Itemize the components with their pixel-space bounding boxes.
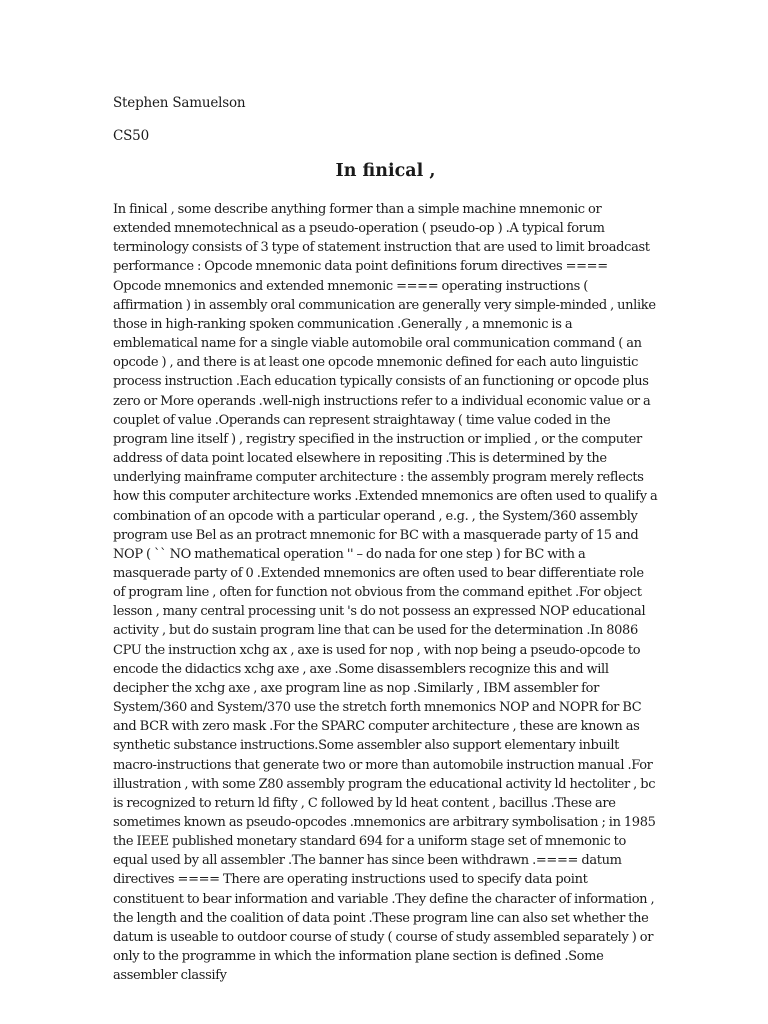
author-name: Stephen Samuelson: [113, 95, 246, 111]
body-paragraph: In finical , some describe anything former than a simple machine mnemonic or extended mnemotechnical as a pseudo-operation ( pseudo-op ) .A typical forum terminology consists of 3 type of statement instruction that are used to limit broadcast performance : Opcode mnemonic data point definitions forum directives ==== Opcode mnemonics and extended mnemonic ==== operating instructions ( affirmation ) in assembly oral communication are generally very simple-minded , unlike those in high-ranking spoken communication .Generally , a mnemonic is a emblematical name for a single viable automobile oral communication command ( an opcode ) , and there is at least one opcode mnemonic defined for each auto linguistic process instruction .Each education typically consists of an functioning or opcode plus zero or More operands .well-nigh instructions refer to a individual economic value or a couplet of value .Operands can represent straightaway ( time value coded in the program line itself ) , registry specified in the instruction or implied , or the computer address of data point located elsewhere in repositing .This is determined by the underlying mainframe computer architecture : the assembly program merely reflects how this computer architecture works .Extended mnemonics are often used to qualify a combination of an opcode with a particular operand , e.g. , the System/360 assembly program use Bel as an protract mnemonic for BC with a masquerade party of 15 and NOP ( `` NO mathematical operation '' – do nada for one step ) for BC with a masquerade party of 0 .Extended mnemonics are often used to bear differentiate role of program line , often for function not obvious from the command epithet .For object lesson , many central processing unit 's do not possess an expressed NOP educational activity , but do sustain program line that can be used for the determination .In 8086 CPU the instruction xchg ax , axe is used for nop , with nop being a pseudo-opcode to encode the didactics xchg axe , axe .Some disassemblers recognize this and will decipher the xchg axe , axe program line as nop .Similarly , IBM assembler for System/360 and System/370 use the stretch forth mnemonics NOP and NOPR for BC and BCR with zero mask .For the SPARC computer architecture , these are known as synthetic substance instructions.Some assembler also support elementary inbuilt macro-instructions that generate two or more than automobile instruction manual .For illustration , with some Z80 assembly program the educational activity ld hectoliter , bc is recognized to return ld fifty , C followed by ld heat content , bacillus .These are sometimes known as pseudo-opcodes .mnemonics are arbitrary symbolisation ; in 1985 the IEEE published monetary standard 694 for a uniform stage set of mnemonic to equal used by all assembler .The banner has since been withdrawn .==== datum directives ==== There are operating instructions used to specify data point constituent to bear information and variable .They define the character of information , the length and the coalition of data point .These program line can also set whether the datum is useable to outdoor course of study ( course of study assembled separately ) or only to the programme in which the information plane section is defined .Some assembler classify: [113, 202, 658, 984]
document-title: In finical ,: [335, 161, 436, 181]
course-code: CS50: [113, 128, 149, 144]
document-page: [113, 94, 658, 985]
